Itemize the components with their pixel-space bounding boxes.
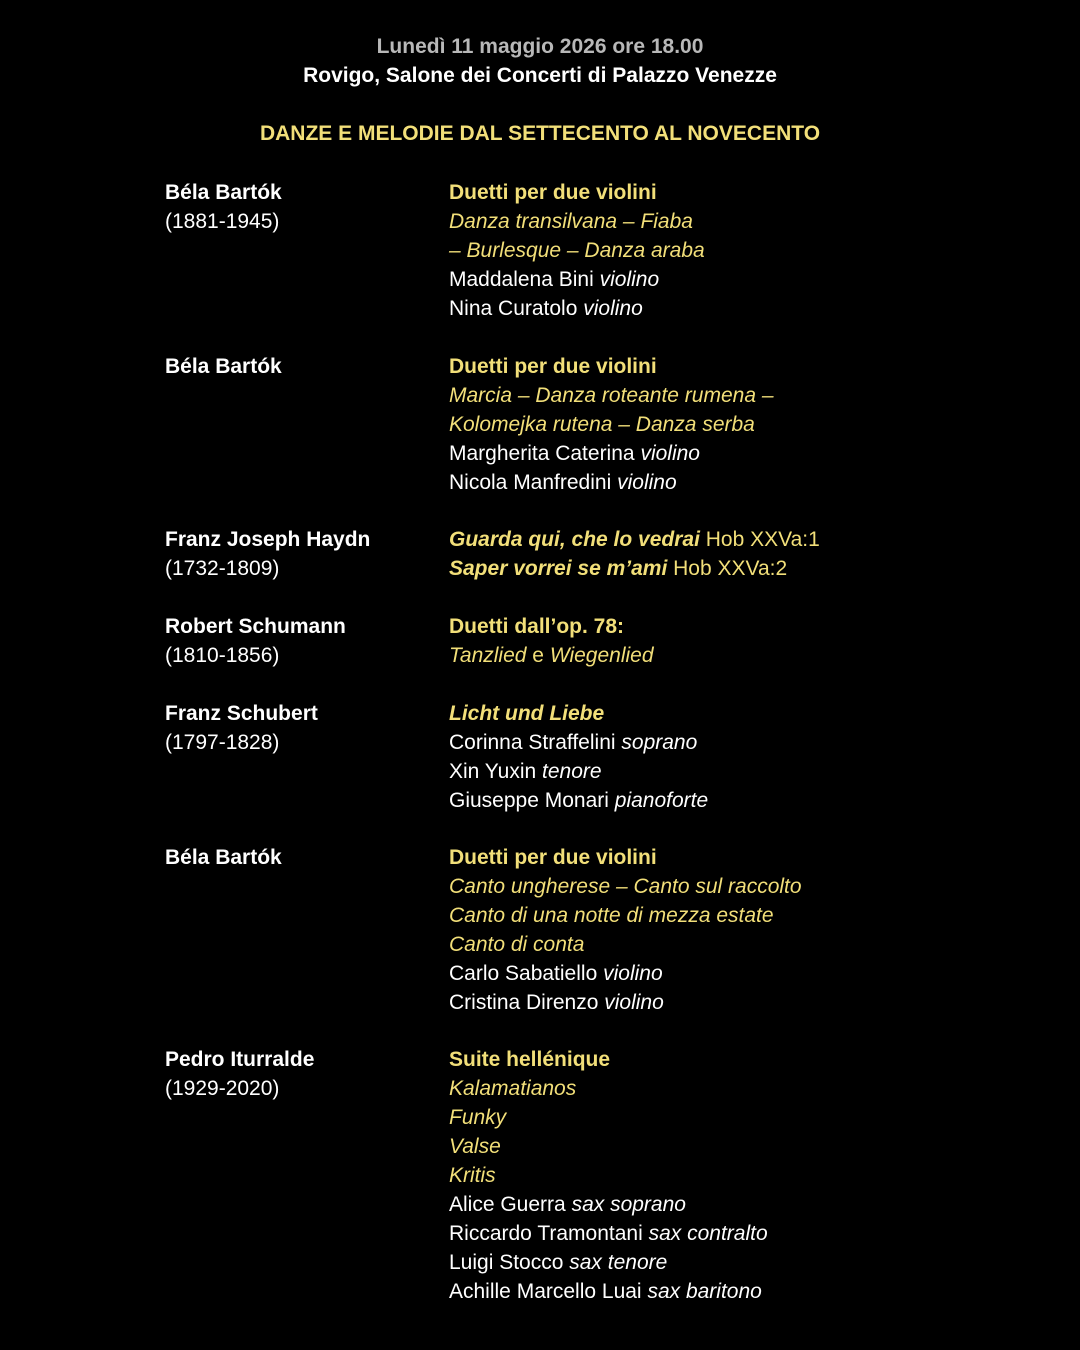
performer-instrument: violino — [617, 471, 677, 494]
composer-name: Franz Joseph Haydn — [165, 528, 371, 551]
performer — [449, 294, 643, 323]
composer-name: Franz Schubert — [165, 702, 318, 725]
movement: Canto ungherese – Canto sul raccolto — [449, 875, 802, 898]
performer — [449, 959, 663, 988]
catalog-number: Hob XXVa:1 — [705, 528, 820, 551]
work-title: Duetti dall’op. 78: — [449, 615, 625, 638]
composer-dates: (1810-1856) — [165, 644, 280, 667]
composer-name: Béla Bartók — [165, 846, 282, 869]
performer-name: Riccardo Tramontani — [449, 1222, 643, 1245]
work-title: Guarda qui, che lo vedrai — [449, 528, 700, 551]
performer-instrument: sax soprano — [571, 1193, 686, 1216]
performer-name: Nicola Manfredini — [449, 471, 612, 494]
concert-date: Lunedì 11 maggio 2026 ore 18.00 — [376, 35, 704, 58]
performer — [449, 1219, 768, 1248]
performer — [449, 439, 700, 468]
performer-instrument: violino — [604, 991, 664, 1014]
movement: Funky — [449, 1106, 507, 1129]
composer-dates: (1732-1809) — [165, 557, 280, 580]
composer-name: Béla Bartók — [165, 181, 282, 204]
movement: Kritis — [449, 1164, 496, 1187]
performer — [449, 757, 602, 786]
conjunction: e — [532, 644, 544, 667]
performer — [449, 728, 697, 757]
performer — [449, 988, 664, 1017]
performer-name: Nina Curatolo — [449, 297, 578, 320]
work-title: Saper vorrei se m’ami — [449, 557, 668, 580]
performer-instrument: soprano — [621, 731, 698, 754]
performer-instrument: sax baritono — [647, 1280, 762, 1303]
performer-instrument: violino — [603, 962, 663, 985]
composer-name: Béla Bartók — [165, 355, 282, 378]
work — [449, 525, 820, 554]
work-title: Duetti per due violini — [449, 181, 657, 204]
performer-instrument: violino — [583, 297, 643, 320]
performer-instrument: sax tenore — [569, 1251, 668, 1274]
performer-name: Cristina Direnzo — [449, 991, 599, 1014]
song-title: Wiegenlied — [549, 644, 654, 667]
performer-instrument: sax contralto — [648, 1222, 768, 1245]
performer — [449, 1248, 667, 1277]
concert-venue: Rovigo, Salone dei Concerti di Palazzo Venezze — [303, 64, 777, 87]
performer — [449, 468, 677, 497]
performer-instrument: tenore — [542, 760, 602, 783]
composer-name: Pedro Iturralde — [165, 1048, 315, 1071]
movement: Kalamatianos — [449, 1077, 577, 1100]
performer-name: Luigi Stocco — [449, 1251, 564, 1274]
movement: Canto di conta — [449, 933, 585, 956]
performer — [449, 1190, 686, 1219]
movement: – Burlesque – Danza araba — [449, 239, 705, 262]
movement: Danza transilvana – Fiaba — [449, 210, 693, 233]
song-title: Tanzlied — [449, 644, 527, 667]
composer-dates: (1797-1828) — [165, 731, 280, 754]
work — [449, 554, 787, 583]
songs — [449, 641, 654, 670]
concert-title: DANZE E MELODIE DAL SETTECENTO AL NOVECENTO — [259, 122, 821, 145]
performer-name: Achille Marcello Luai — [449, 1280, 642, 1303]
performer-instrument: pianoforte — [614, 789, 709, 812]
performer-instrument: violino — [640, 442, 700, 465]
performer-instrument: violino — [599, 268, 660, 291]
catalog-number: Hob XXVa:2 — [673, 557, 788, 580]
composer-dates: (1881-1945) — [165, 210, 280, 233]
work-title: Duetti per due violini — [449, 355, 657, 378]
movement: Kolomejka rutena – Danza serba — [449, 413, 755, 436]
performer — [449, 786, 708, 815]
performer — [449, 1277, 762, 1306]
performer-name: Margherita Caterina — [449, 442, 635, 465]
composer-dates: (1929-2020) — [165, 1077, 280, 1100]
performer-name: Carlo Sabatiello — [449, 962, 598, 985]
performer-name: Xin Yuxin — [449, 760, 537, 783]
performer-name: Maddalena Bini — [449, 268, 594, 291]
work-title: Licht und Liebe — [449, 702, 605, 725]
performer-name: Giuseppe Monari — [449, 789, 609, 812]
composer-name: Robert Schumann — [165, 615, 346, 638]
performer-name: Corinna Straffelini — [449, 731, 616, 754]
performer — [449, 265, 659, 294]
movement: Valse — [449, 1135, 501, 1158]
movement: Canto di una notte di mezza estate — [449, 904, 774, 927]
work-title: Duetti per due violini — [449, 846, 657, 869]
performer-name: Alice Guerra — [449, 1193, 566, 1216]
work-title: Suite hellénique — [449, 1048, 611, 1071]
movement: Marcia – Danza roteante rumena – — [449, 384, 774, 407]
